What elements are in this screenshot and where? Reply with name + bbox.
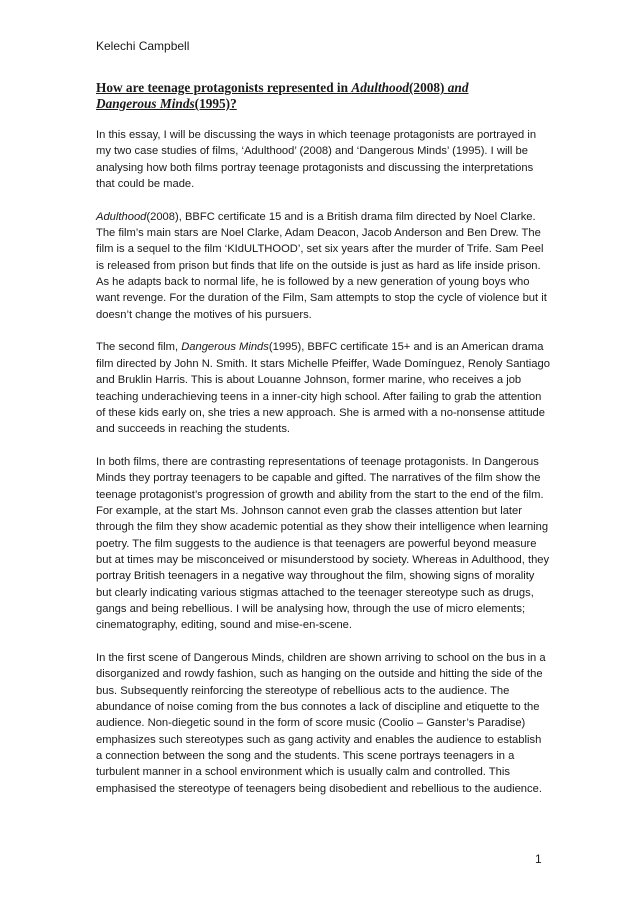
paragraph-text: In this essay, I will be discussing the ways in which teenage protagonists are portrayed in my two case studies of films, ‘Adulthood’ (2008) and ‘Dangerous Minds’ (1995). I will be analysing how both films portray teenage protagonists and discussing the interpretations that could be made. — [96, 129, 537, 191]
title-film1-year: (2008) — [409, 80, 448, 95]
paragraph-text: (1995), BBFC certificate 15+ and is an American drama film directed by John N. Smith. It stars Michelle Pfeiffer, Wade Domínguez, Renoly Santiago and Bruklin Harris. This is about Louanne Johnson, former marine, who receives a job teaching underachieving teens in a inner-city high school. After failing to grab the attention of these kids early on, she tries a new approach. She is armed with a no-nonsense attitude and succeeds in reaching the students. — [96, 341, 550, 436]
paragraph-intro — [96, 127, 550, 192]
film-title-italic: Dangerous Minds — [181, 341, 269, 354]
film-title-italic: Adulthood — [96, 210, 147, 223]
paragraph-first-scene — [96, 650, 550, 797]
title-prefix: How are teenage protagonists represented in — [96, 80, 352, 95]
title-and: and — [447, 80, 469, 95]
paragraph-lead: The second film, — [96, 341, 182, 354]
page-number: 1 — [535, 852, 542, 866]
essay-body — [96, 127, 550, 813]
paragraph-dangerous-minds — [96, 339, 550, 437]
paragraph-text: (2008), BBFC certificate 15 and is a British drama film directed by Noel Clarke. The film’s main stars are Noel Clarke, Adam Deacon, Jacob Anderson and Ben Drew. The film is a sequel to the film ‘KIdULTHOOD’, set six years after the murder of Trife. Sam Peel is released from prison but finds that life on the outside is just as hard as life inside prison. As he adapts back to normal life, he is followed by a new generation of young boys who want revenge. For the duration of the Film, Sam attempts to stop the cycle of violence but it doesn’t change the motives of his pursuers. — [96, 210, 547, 321]
author-header: Kelechi Campbell — [96, 39, 190, 53]
paragraph-adulthood — [96, 209, 550, 323]
paragraph-comparison — [96, 454, 550, 634]
title-film2: Dangerous Minds — [96, 96, 195, 111]
title-film1: Adulthood — [351, 80, 409, 95]
paragraph-text: In both films, there are contrasting representations of teenage protagonists. In Dangerous Minds they portray teenagers to be capable and gifted. The narratives of the film show the teenage protagonist’s progression of growth and ability from the start to the end of the film. For example, at the start Ms. Johnson cannot even grab the classes attention but later through the film they show academic potential as they show their intelligence when learning poetry. The film suggests to the audience is that teenagers are powerful beyond measure but at times may be misconceived or misunderstood by society. Whereas in Adulthood, they portray British teenagers in a negative way throughout the film, showing signs of morality but clearly indicating various stigmas attached to the teenager stereotype such as drugs, gangs and being rebellious. I will be analysing how, through the use of micro elements; cinematography, editing, sound and mise-en-scene. — [96, 455, 550, 632]
paragraph-text: In the first scene of Dangerous Minds, children are shown arriving to school on the bus in a disorganized and rowdy fashion, such as hanging on the outside and hitting the side of the bus. Subsequently reinforcing the stereotype of rebellious acts to the audience. The abundance of noise coming from the bus connotes a lack of discipline and etiquette to the audience. Non-diegetic sound in the form of score music (Coolio – Ganster’s Paradise) emphasizes such stereotypes such as gang activity and enables the audience to establish a connection between the song and the students. This scene portrays teenagers in a turbulent manner in a school environment which is usually calm and controlled. This emphasised the stereotype of teenagers being disobedient and rebellious to the audience. — [96, 652, 546, 795]
title-film2-year: (1995)? — [194, 96, 237, 111]
essay-title — [96, 80, 556, 112]
